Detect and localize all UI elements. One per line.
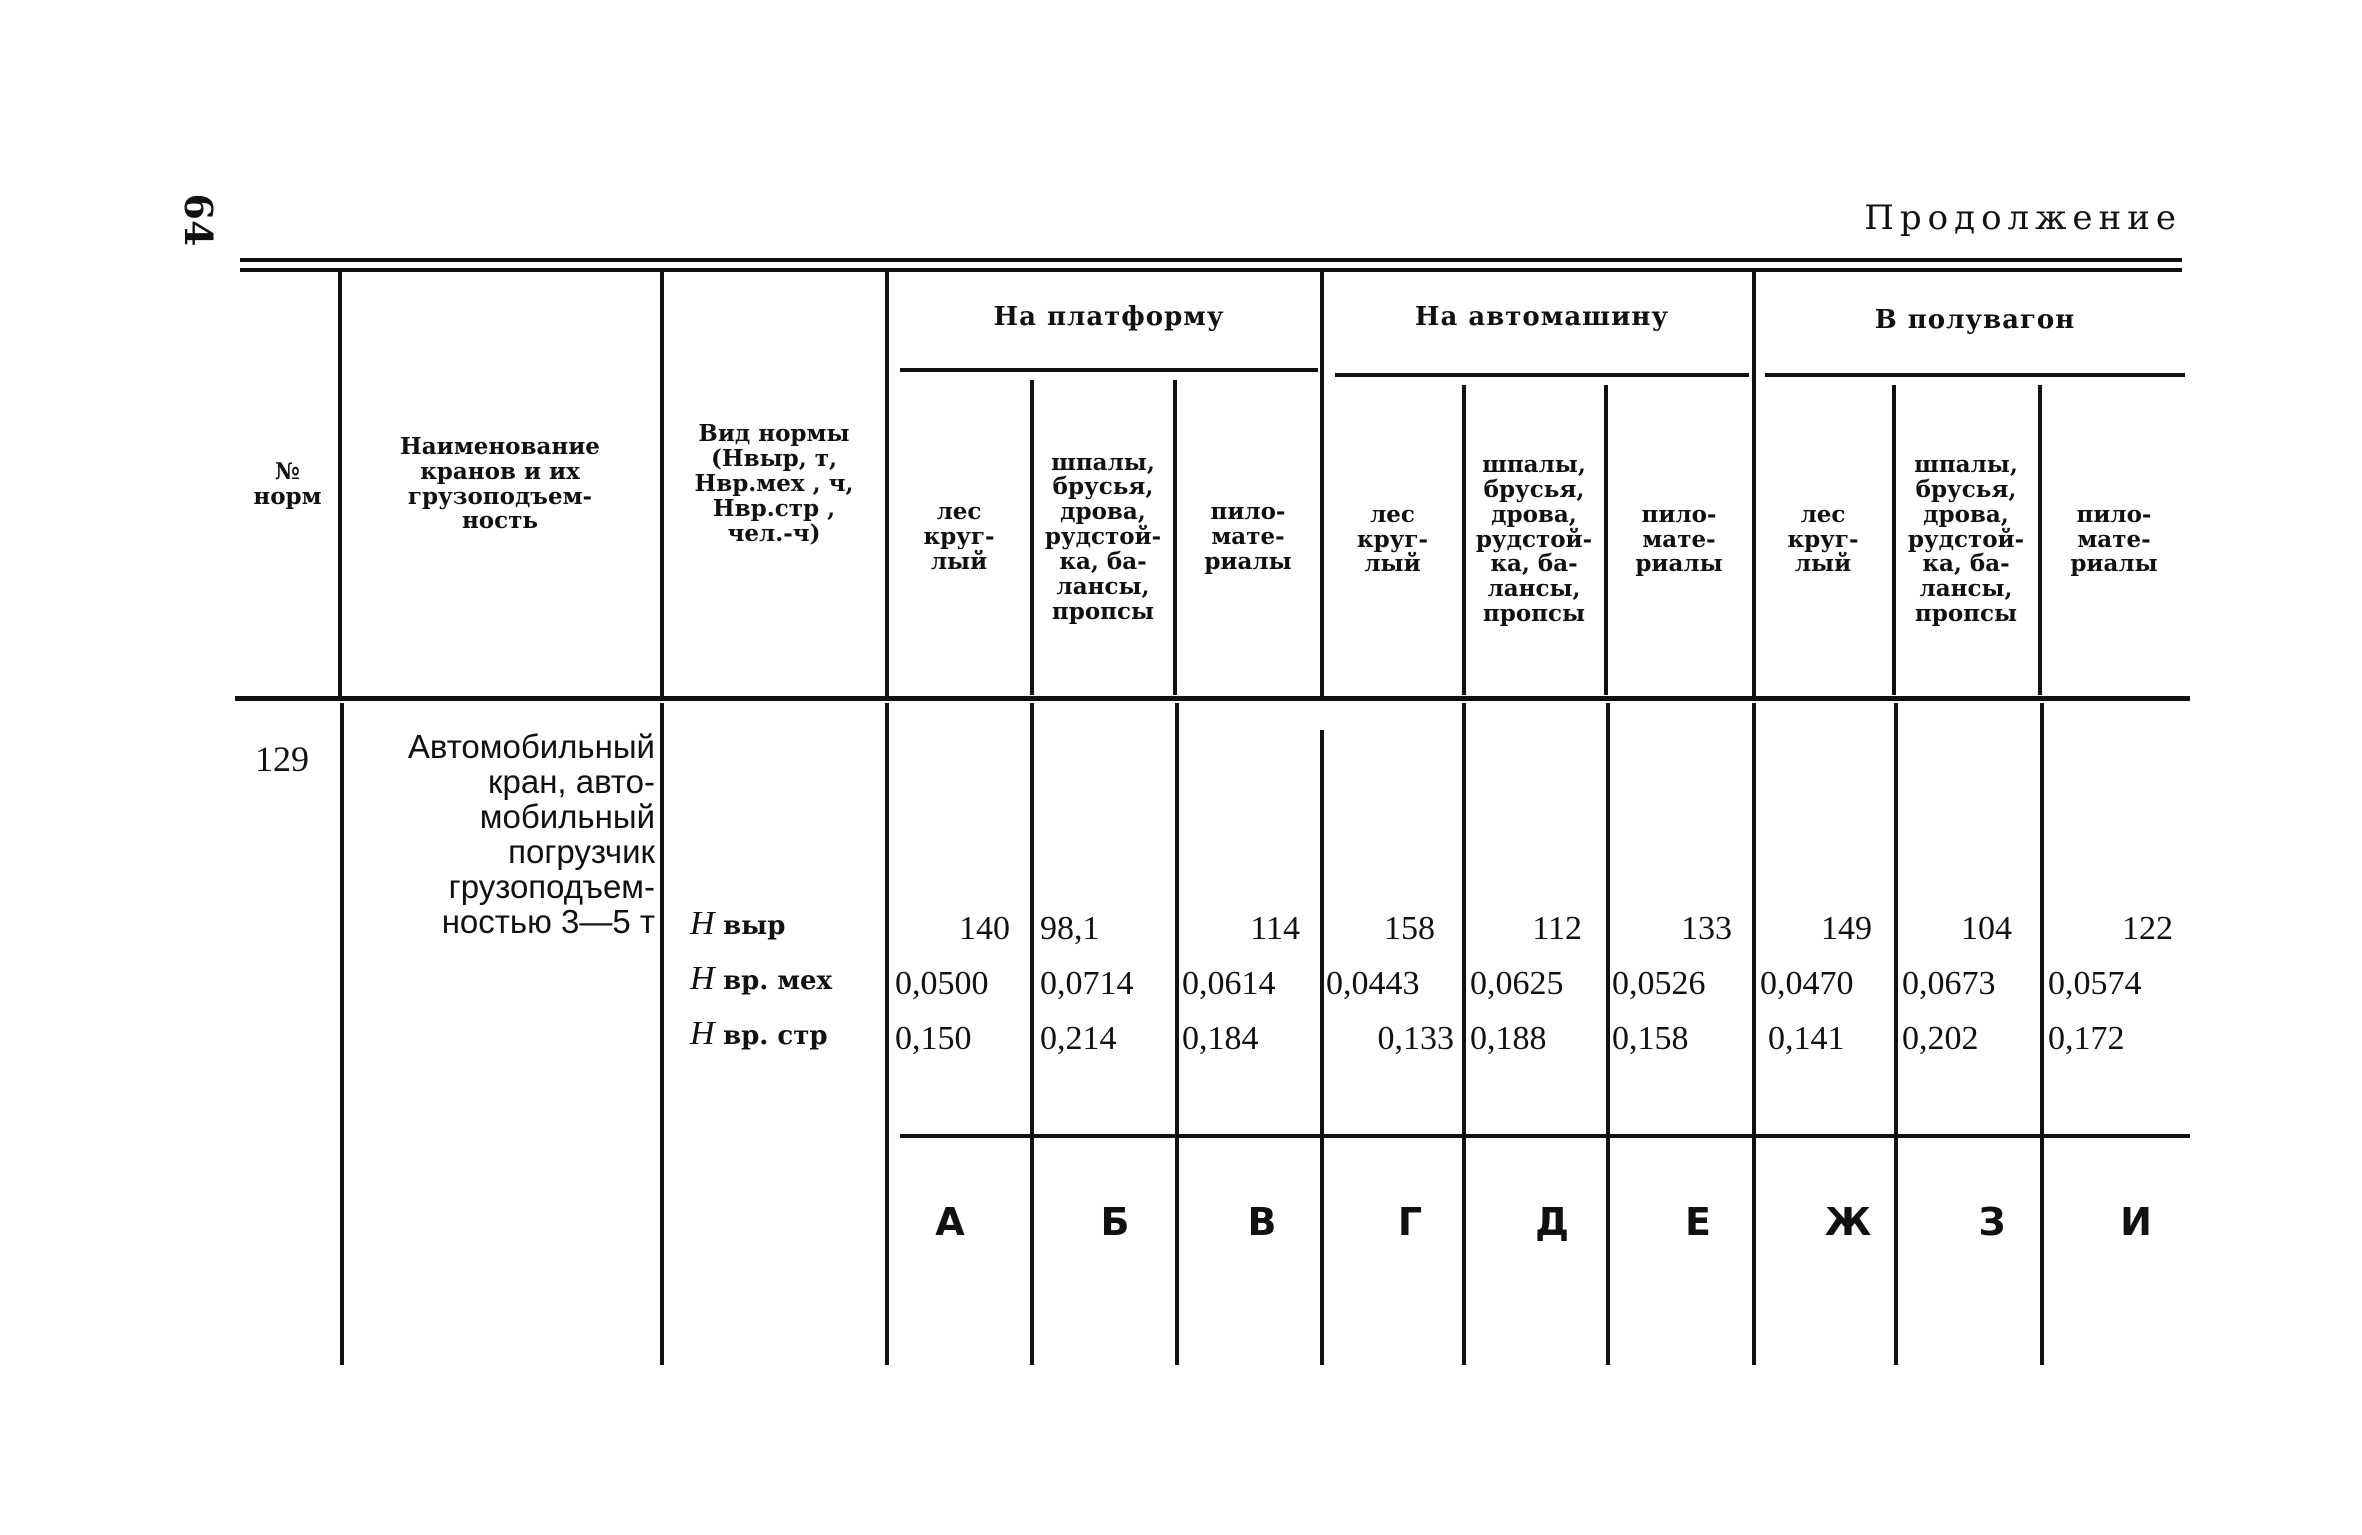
letter-row-rule [900,1134,2190,1138]
value-output-a: 140 [959,910,1010,947]
vline-header-4 [1320,272,1324,697]
sub-line: шпалы, [1051,448,1155,476]
sub-line: рудстой- [1044,523,1162,551]
sub-line: дрова, [1923,500,2009,528]
column-letter-c: В [1247,1200,1277,1244]
sub-line: брусья, [1915,475,2017,503]
sub-line: дрова, [1491,500,1577,528]
value-mech-h: 0,0673 [1902,965,1996,1002]
value-mech-e: 0,0625 [1470,965,1564,1002]
crane-name [345,730,655,940]
header-norm-type-line3: Нвр.мех , ч, [694,470,854,498]
vline-body-6 [1320,730,1324,1365]
vline-body-5 [1175,703,1179,1365]
value-output-b: 98,1 [1040,910,1100,947]
sub-line: шпалы, [1914,451,2018,479]
value-mech-g: 0,0470 [1760,965,1854,1002]
sub-line: лес [1370,500,1415,528]
group-rule-truck [1335,373,1749,377]
crane-name-line1: Автомобильный [407,728,655,765]
sub-line: риалы [1635,550,1723,578]
value-work-d: 0,133 [1377,1020,1454,1057]
header-norm-no [240,272,335,697]
sub-line: пило- [1210,498,1286,526]
value-work-h: 0,202 [1902,1020,1979,1057]
header-norm-type-line4: Нвр.стр , [712,494,836,522]
crane-name-line2: кран, авто- [488,762,655,800]
vline-body-8 [1606,703,1610,1365]
value-output-e: 112 [1532,910,1582,947]
sub-line: ка, ба- [1059,547,1147,575]
sub-line: ка, ба- [1490,550,1578,578]
continuation-label: Продолжение [1864,198,2182,238]
subheader-lumber-2 [1608,385,1750,695]
vline-header-sub-2 [1173,380,1177,695]
header-norm-type-line1: Вид нормы [698,420,850,448]
sub-line: пило- [2076,500,2152,528]
sub-line: лый [930,547,988,575]
value-output-h: 104 [1961,910,2012,947]
column-letter-h: З [1978,1200,2006,1244]
group-rule-platform [900,368,1318,372]
value-mech-b: 0,0714 [1040,965,1134,1002]
sub-line: лансы, [1056,572,1150,600]
sub-line: лансы, [1919,575,2013,603]
value-mech-c: 0,0614 [1182,965,1276,1002]
sub-line: мате- [1642,525,1716,553]
value-work-i: 0,172 [2048,1020,2125,1057]
header-crane-name-line3: грузоподъем- [407,482,593,510]
page-number: 64 [176,193,221,247]
vline-header-3 [885,272,889,697]
sub-line: мате- [2077,525,2151,553]
header-norm-type [665,272,883,697]
value-output-d: 158 [1384,910,1435,947]
column-letter-a: А [935,1200,965,1244]
group-wagon: В полувагон [1874,305,2076,335]
sub-line: дрова, [1060,498,1146,526]
vline-body-1 [340,703,344,1365]
subheader-sleepers-2 [1466,385,1602,695]
sub-line: круг- [1356,525,1429,553]
value-work-g: 0,141 [1768,1020,1845,1057]
sub-line: риалы [2070,550,2158,578]
sub-line: пропсы [1914,600,2018,628]
value-mech-f: 0,0526 [1612,965,1706,1002]
sub-line: пропсы [1051,597,1155,625]
norm-type-work-symbol: Н [690,1015,715,1052]
sub-line: лансы, [1487,575,1581,603]
value-work-a: 0,150 [895,1020,972,1057]
sub-line: рудстой- [1475,525,1593,553]
crane-name-line4: погрузчик [508,832,655,870]
header-norm-type-line2: (Нвыр, т, [710,445,837,473]
vline-body-7 [1462,703,1466,1365]
column-letter-i: И [2120,1200,2152,1244]
column-letter-b: Б [1100,1200,1130,1244]
sub-line: ка, ба- [1922,550,2010,578]
subheader-round-3 [1756,385,1890,695]
vline-body-2 [660,703,664,1365]
column-letter-e: Д [1535,1200,1569,1244]
sub-line: лес [1800,500,1846,528]
header-crane-name-line1: Наименование [400,432,600,460]
sub-line: брусья, [1483,475,1585,503]
group-truck: На автомашину [1414,302,1670,332]
sub-line: лый [1364,550,1421,578]
vline-header-2 [660,272,664,697]
value-work-c: 0,184 [1182,1020,1259,1057]
value-mech-i: 0,0574 [2048,965,2142,1002]
crane-name-line3: мобильный [479,797,655,835]
norm-type-output [690,905,785,943]
top-rule-1 [240,258,2182,262]
sub-line: брусья, [1052,473,1154,501]
norm-type-mech-symbol: Н [690,960,715,997]
sub-line: лый [1794,550,1852,578]
subheader-lumber-1 [1178,380,1318,695]
vline-header-1 [338,272,342,697]
sub-line: мате- [1211,523,1285,551]
column-letter-d: Г [1397,1200,1423,1244]
value-output-g: 149 [1821,910,1872,947]
sub-line: риалы [1204,547,1292,575]
column-letter-f: Е [1685,1200,1711,1244]
value-work-b: 0,214 [1040,1020,1117,1057]
group-rule-wagon [1765,373,2185,377]
sub-line: пропсы [1482,600,1586,628]
group-platform: На платформу [993,302,1225,332]
header-norm-no-line1: № [275,457,300,485]
sub-line: шпалы, [1482,451,1586,479]
norm-type-work-sub: вр. стр [723,1021,828,1051]
subheader-sleepers-3 [1896,385,2036,695]
header-norm-type-line5: чел.-ч) [727,519,821,547]
header-crane-name [345,272,655,697]
vline-body-11 [2040,703,2044,1365]
subheader-round-1 [890,380,1028,695]
value-mech-d: 0,0443 [1326,965,1420,1002]
value-work-f: 0,158 [1612,1020,1689,1057]
crane-name-line5: грузоподъем- [448,867,655,905]
crane-name-line6: ностью 3—5 т [441,902,655,940]
sub-line: круг- [1787,525,1859,553]
value-output-f: 133 [1681,910,1732,947]
header-crane-name-line2: кранов и их [420,457,580,485]
value-mech-a: 0,0500 [895,965,989,1002]
value-output-c: 114 [1250,910,1300,947]
header-crane-name-line4: ность [461,507,539,535]
vline-body-4 [1030,703,1034,1365]
subheader-round-2 [1325,385,1460,695]
sub-line: лес [936,498,982,526]
vline-body-9 [1752,703,1756,1365]
vline-header-sub-6 [2038,385,2042,695]
norm-type-output-sub: выр [723,911,786,941]
subheader-sleepers-1 [1034,380,1172,695]
header-norm-no-line2: норм [253,482,322,510]
norm-type-mech [690,960,832,998]
sub-line: пило- [1641,500,1717,528]
norm-number: 129 [255,739,309,779]
norm-type-mech-sub: вр. мех [723,966,833,996]
norm-type-output-symbol: Н [690,905,715,942]
column-letter-g: Ж [1824,1200,1872,1244]
sub-line: круг- [923,523,995,551]
value-output-i: 122 [2122,910,2173,947]
vline-body-3 [885,703,889,1365]
subheader-lumber-3 [2044,385,2184,695]
norm-type-work [690,1015,828,1053]
value-work-e: 0,188 [1470,1020,1547,1057]
sub-line: рудстой- [1907,525,2025,553]
